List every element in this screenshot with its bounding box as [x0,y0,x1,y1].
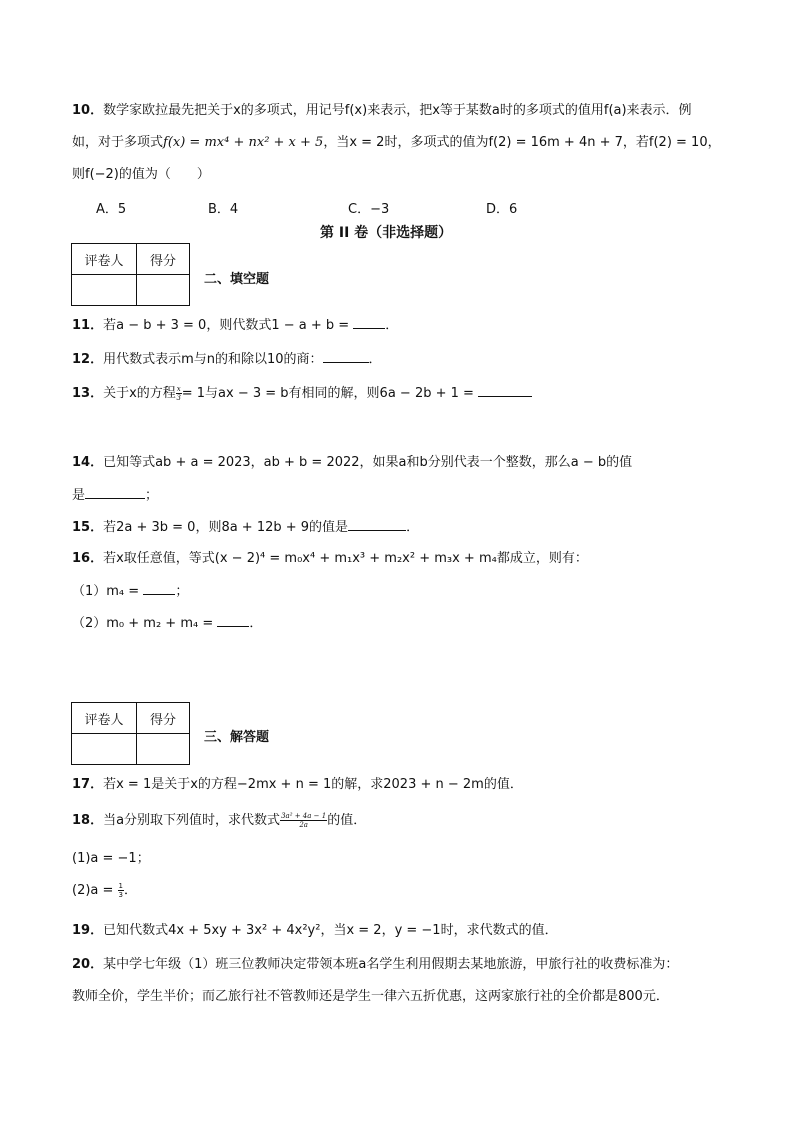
punctuation: ； [175,584,189,599]
question-text: 某中学七年级（1）班三位教师决定带领本班a名学生利用假期去某地旅游，甲旅行社的收费标准为： [103,957,679,972]
question-10-line2 [72,134,721,152]
question-14-line2 [72,486,158,505]
answer-blank [85,486,145,499]
choice-c: C．−3 [348,202,390,217]
punctuation: ． [124,883,138,898]
punctuation: ． [406,520,420,535]
sub-question: （2）m₀ + m₂ + m₄ = [72,616,218,631]
question-20-line1 [72,956,678,974]
score-cell [137,734,190,765]
question-16-part1 [72,582,188,601]
score-box [71,702,190,765]
question-number: 13． [72,386,104,401]
answer-blank [323,350,369,363]
question-number: 14． [72,455,104,470]
question-text: 当a分别取下列值时，求代数式 [103,813,281,828]
fraction [280,812,327,829]
grader-label: 评卷人 [72,244,137,275]
answer-blank [143,582,175,595]
punctuation: ； [145,488,159,503]
question-18-part2 [72,882,137,900]
question-text: 的值． [327,813,367,828]
choice-d: D．6 [486,202,518,217]
section-title: 三、解答题 [204,730,270,745]
question-number: 16． [72,551,104,566]
punctuation: ． [385,318,399,333]
question-number: 18． [72,813,104,828]
question-text: 已知代数式4x + 5xy + 3x² + 4x²y²，当x = 2，y = −1时，求代数式的值． [103,923,558,938]
question-number: 12． [72,352,104,367]
question-number: 15． [72,520,104,535]
grader-label: 评卷人 [72,703,137,734]
question-text: 如，对于多项式 [72,135,164,150]
question-18 [72,812,366,830]
question-13 [72,384,532,403]
score-box [71,243,190,306]
question-12 [72,350,382,369]
answer-blank [348,518,406,531]
question-14-line1 [72,454,632,472]
question-text: 用代数式表示m与n的和除以10的商： [103,352,323,367]
punctuation: ． [249,616,263,631]
question-text: ，当x = 2时，多项式的值为f(2) = 16m + 4n + 7，若f(2) = 10， [323,135,721,150]
question-number: 10． [72,103,104,118]
fraction-numerator: 3a² + 4a − 1 [281,812,327,820]
punctuation: ． [368,352,382,367]
question-text: 若x取任意值，等式(x − 2)⁴ = m₀x⁴ + m₁x³ + m₂x² + m₃x + m₄都成立，则有： [103,551,588,566]
question-16-part2 [72,614,262,633]
fraction-numerator: 1 [118,882,124,890]
part-title: 第 II 卷（非选择题） [320,225,453,241]
grader-cell [72,275,137,306]
choice-a: A．5 [96,202,127,217]
fraction-numerator: x [176,385,181,393]
question-20-line2: 教师全价，学生半价；而乙旅行社不管教师还是学生一律六五折优惠，这两家旅行社的全价都是800元． [72,989,669,1004]
question-text: 是 [72,488,86,503]
answer-blank [217,614,249,627]
fraction-denominator: 3 [176,394,181,402]
choice-b: B．4 [208,202,239,217]
question-number: 17． [72,777,104,792]
score-cell [137,275,190,306]
answer-blank [353,316,385,329]
question-text: 关于x的方程 [103,386,176,401]
fraction-denominator: 2a [299,821,308,829]
polynomial-expression: f(x) = mx⁴ + nx² + x + 5 [163,135,324,150]
question-number: 20． [72,957,104,972]
question-18-part1: (1)a = −1； [72,851,150,866]
question-15 [72,518,419,537]
question-number: 11． [72,318,104,333]
question-number: 19． [72,923,104,938]
question-17 [72,776,523,794]
sub-question: (2)a = [72,883,118,898]
question-text: 若2a + 3b = 0，则8a + 12b + 9的值是 [103,520,349,535]
question-text: 数学家欧拉最先把关于x的多项式，用记号f(x)来表示，把x等于某数a时的多项式的值用f(a)来表示．例 [103,103,692,118]
fraction-denominator: 3 [118,891,124,899]
question-10-line1 [72,102,692,120]
question-text: = 1与ax − 3 = b有相同的解，则6a − 2b + 1 = [181,386,479,401]
grader-cell [72,734,137,765]
question-text: 若a − b + 3 = 0，则代数式1 − a + b = [103,318,354,333]
question-16 [72,550,588,568]
question-11 [72,316,398,335]
section-title: 二、填空题 [204,272,270,287]
score-label: 得分 [137,703,190,734]
sub-question: （1）m₄ = [72,584,144,599]
answer-blank [478,384,532,397]
question-text: 若x = 1是关于x的方程−2mx + n = 1的解，求2023 + n − 2m的值． [103,777,523,792]
score-label: 得分 [137,244,190,275]
question-10-line3: 则f(−2)的值为（ ） [72,167,210,182]
question-text: 已知等式ab + a = 2023，ab + b = 2022，如果a和b分别代表一个整数，那么a − b的值 [103,455,633,470]
question-19 [72,922,558,940]
